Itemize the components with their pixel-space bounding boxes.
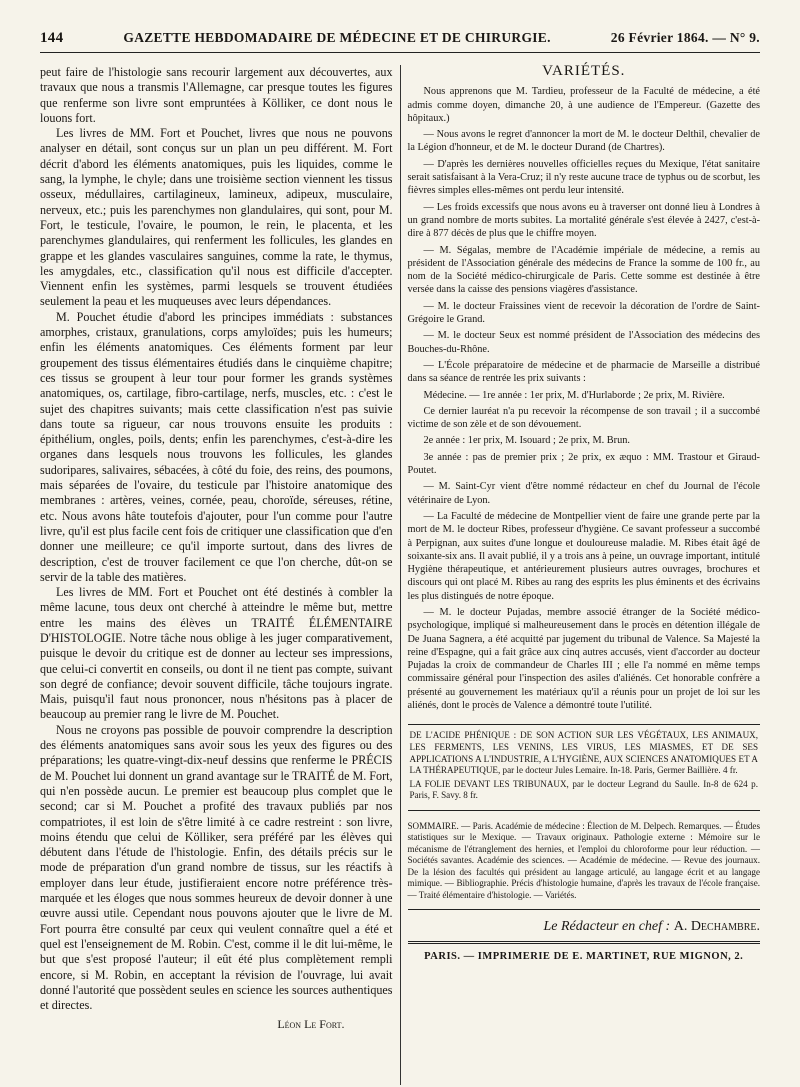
news-item: 3e année : pas de premier prix ; 2e prix, ex æquo : MM. Trastour et Giraud-Poutet. [407,451,760,477]
columns [40,65,760,1085]
review-paragraph: Les livres de MM. Fort et Pouchet ont été destinés à combler la même lacune, tous deux ont cherché à atteindre le même but, mettre entre les mains des élèves un TRAITÉ ÉLÉMENTAIRE D'HISTOLOGIE. Notre tâche nous oblige à les juger comparativement, puisque le devoir du critique est de donner au lecteur ses impressions, que celui-ci convertit en conseils, ou dont il ne tient pas compte, suivant son degré de confiance; devoir souvent difficile, tâche toujours ingrate. Mais, puisqu'il faut nous prononcer, nous n'hésitons pas à placer de beaucoup au premier rang le livre de M. Pouchet. [40,585,393,722]
review-paragraph: M. Pouchet étudie d'abord les principes immédiats : substances amorphes, cristaux, granulations, corps amyloïdes; puis les humeurs; enfin les éléments anatomiques. Ces éléments forment par leur groupement des tissus élémentaires étudiés dans le cinquième chapitre; ces tissus se groupent à leur tour pour former les grands systèmes anatomiques, os, cartilage, fibro-cartilage, nerfs, muscles, etc. : c'est le sujet des chapitres suivants; mais cette classification n'est pas suivie dans toute sa rigueur, car nous trouvons ensuite les produits : épithélium, ongles, poils, dents; enfin les parenchymes, c'est-à-dire les organes dans lesquels nous trouvons les follicules, les glandes sudoripares, salivaires, sébacées, à côté du foie, des reins, des poumons, mais séparées de l'ovaire, du testicule par l'histoire anatomique des membranes : artères, veines, cornée, peau, choroïde, séreuses, rétine, etc. Nous avons hâte toutefois d'ajouter, pour l'un comme pour l'autre livre, qu'il est plus facile cent fois de critiquer une classification que d'en donner une meilleure; ce qu'il importe surtout, dans des livres de description, c'est de trouver facilement ce que l'on cherche, dût-on se servir de la table des matières. [40,309,393,584]
bibliography-entry: LA FOLIE DEVANT LES TRIBUNAUX, par le docteur Legrand du Saulle. In-8 de 624 p. Paris, F. Savy. 8 fr. [409,778,758,801]
news-item: Médecine. — 1re année : 1er prix, M. d'Hurlaborde ; 2e prix, M. Rivière. [423,389,725,401]
review-paragraph: Les livres de MM. Fort et Pouchet, livres que nous ne pouvons analyser en détail, sont conçus sur un plan un peu différent. M. Fort décrit d'abord les éléments anatomiques, puis les liquides, comme le sang, la lymphe, le chyle; dans une troisième section viennent les tissus osseux, médullaires, cartilagineux, lamineux, adipeux, musculaire, nerveux, etc.; puis les parenchymes non glandulaires, qui sont, pour M. Fort, le testicule, l'ovaire, le poumon, le rein, le placenta, et les parenchymes glandulaires, qui renferment les follicules, les glandes en grappe et les glandes vasculaires sanguines, comme la rate, le thymus, les amygdales, etc., classification qu'il nous est difficile d'accepter. Viennent enfin les systèmes, parmi lesquels se trouvent étudiées seulement la peau et les muqueuses avec leurs dépendances. [40,126,393,309]
editor-line [408,920,761,933]
page-number: 144 [40,30,64,46]
double-rule [408,941,761,944]
news-item: — M. Saint-Cyr vient d'être nommé rédacteur en chef du Journal de l'école vétérinaire de Lyon. [407,481,760,506]
news-item: — Les froids excessifs que nous avons eu à traverser ont donné lieu à Londres à un grand nombre de morts subites. La mortalité générale s'est élevée à 2427, c'est-à-dire à 877 décès de plus que le chiffre moyen. [407,201,760,240]
column-divider [400,65,401,1085]
news-item: — D'après les dernières nouvelles officielles reçues du Mexique, l'état sanitaire serait satisfaisant à la Vera-Cruz; il n'y reste aucune trace de typhus ou de scorbut, les fièvres simples elles-mêmes ont perdu leur intensité. [407,158,760,197]
news-item: — L'École préparatoire de médecine et de pharmacie de Marseille a distribué dans sa séance de rentrée les prix suivants : [407,359,760,385]
news-item: — M. le docteur Pujadas, membre associé étranger de la Société médico-psychologique, impliqué si malheureusement dans le procès en détention illégale de De Juana Sagnera, a été acquitté par jugement du tribunal de Valence. Sa Majesté la reine d'Espagne, qui a fait grâce aux cinq autres accusés, vient d'accorder au docteur Pujadas la croix de commandeur de Charles III ; elle l'a nommé en même temps commissaire général pour l'inspection des asiles d'aliénés. Cet honorable confrère a présenté au gouvernement les matériaux qu'il a réunis pour un projet de loi sur les aliénés, dont le procès de Valence a démontré toute l'utilité. [407,606,760,712]
news-item: 2e année : 1er prix, M. Isouard ; 2e prix, M. Brun. [423,435,630,447]
news-item: — M. Ségalas, membre de l'Académie impériale de médecine, a remis au président de l'Association générale des médecins de France la somme de 100 fr., au nom de la Société médico-chirurgicale de Paris. Cette somme est destinée à être versée dans la caisse des pensions viagères d'assistance. [407,244,760,296]
table-of-contents: SOMMAIRE. — Paris. Académie de médecine : Élection de M. Delpech. Remarques. — Études statistiques sur le Mexique. — Travaux originaux. Pathologie externe : Mémoire sur le mécanisme de l'étranglement des hernies, et l'emploi du chloroforme pour leur réduction. — Sociétés savantes. Académie des sciences. — Académie de médecine. — Revue des journaux. De la lésion des facultés qui président au langage articulé, au langage écrit et au langage mimique. — Bibliographie. Précis d'histologie humaine, d'après les travaux de l'école française. — Traité élémentaire d'histologie. — Variétés. [408,821,761,911]
printer-imprint: PARIS. — IMPRIMERIE DE E. MARTINET, RUE MIGNON, 2. [424,950,744,962]
news-item: — Nous avons le regret d'annoncer la mort de M. le docteur Delthil, chevalier de la Légion d'honneur, et de M. le docteur Durand (de Chartres). [407,129,760,154]
varietes-column [408,65,761,1085]
news-item: — M. le docteur Fraissines vient de recevoir la décoration de l'ordre de Saint-Grégoire le Grand. [407,300,760,326]
author-signature: Léon Le Fort. [277,1017,345,1032]
editor-label: Le Rédacteur en chef : [543,919,671,935]
news-item: — M. le docteur Seux est nommé président de l'Association des médecins des Bouches-du-Rhône. [407,330,760,355]
section-title: VARIÉTÉS. [542,63,626,79]
journal-title: GAZETTE HEBDOMADAIRE DE MÉDECINE ET DE CHIRURGIE. [123,30,551,45]
news-item: Ce dernier lauréat n'a pu recevoir la récompense de son travail ; il a succombé victime de son zèle et de son dévouement. [407,405,760,431]
page-header [40,30,760,53]
bibliography-entry: DE L'ACIDE PHÉNIQUE : DE SON ACTION SUR LES VÉGÉTAUX, LES ANIMAUX, LES FERMENTS, LES VENINS, LES VIRUS, LES MIASMES, ET DE SES APPLICATIONS A L'INDUSTRIE, A L'HYGIÈNE, AUX SCIENCES ANATOMIQUES ET A LA THÉRAPEUTIQUE, par le docteur Jules Lemaire. In-18. Paris, Germer Baillière. 4 fr. [409,730,758,776]
bibliography-box [408,724,761,811]
news-item: Nous apprenons que M. Tardieu, professeur de la Faculté de médecine, a été admis comme doyen, dimanche 20, à une audience de l'Empereur. (Gazette des hôpitaux.) [407,86,760,124]
issue-date: 26 Février 1864. — N° 9. [610,30,760,45]
review-paragraph: peut faire de l'histologie sans recourir largement aux découvertes, aux travaux que nous a transmis l'Allemagne, car presque toutes les figures que renferme son livre sont empruntées à Kölliker, ce dont nous le louons fort. [40,65,393,125]
news-list [408,85,761,712]
review-paragraph: Nous ne croyons pas possible de pouvoir comprendre la description des éléments anatomiques sans avoir sous les yeux des figures ou des préparations; les quatre-vingt-dix-neuf dessins que renferme le PRÉCIS de M. Pouchet lui donnent un grand avantage sur le TRAITÉ de M. Fort, qui n'en possède aucun. Le premier est beaucoup plus complet que le second; car si M. Pouchet a profité des travaux publiés par nos compatriotes, il est loin de s'être limité à ce cadre restreint : son livre, moins étendu que celui de Kölliker, sera préféré par les élèves qui débutent dans l'étude de l'histologie. Enfin, des détails précis sur le mode de préparation d'un grand nombre de tissus, sur les réactifs à employer dans leur étude, justifieraient encore notre préférence très-marquée et les éloges que nous sommes heureux de devoir donner à une œuvre aussi utile. Cependant nous pouvons ajouter que le livre de M. Fort pourra être consulté par ceux qui veulent connaître quel a été et quel est l'enseignement de M. Robin. C'est, comme il le dit lui-même, le but que s'est proposé l'auteur; il eût été plus complètement rempli encore, si M. Robin, en acceptant la révision de l'ouvrage, lui avait donné l'autorité que possèdent seules en science les sources authentiques et directes. [40,722,393,1013]
review-column [40,65,393,1085]
news-item: — La Faculté de médecine de Montpellier vient de faire une grande perte par la mort de M. le docteur Ribes, professeur d'hygiène. Ce savant professeur a succombé à Perpignan, aux suites d'une longue et douloureuse maladie. M. Ribes était âgé de soixante-six ans. Il avait publié, il y a trois ans à peine, un ouvrage important, intitulé Hygiène thérapeutique, et antérieurement plusieurs autres ouvrages, brochures et discours qui ont placé M. Ribes au rang des esprits les plus éminents et des écrivains les plus distingués de notre époque. [407,510,760,602]
editor-name: A. Dechambre. [673,919,760,935]
